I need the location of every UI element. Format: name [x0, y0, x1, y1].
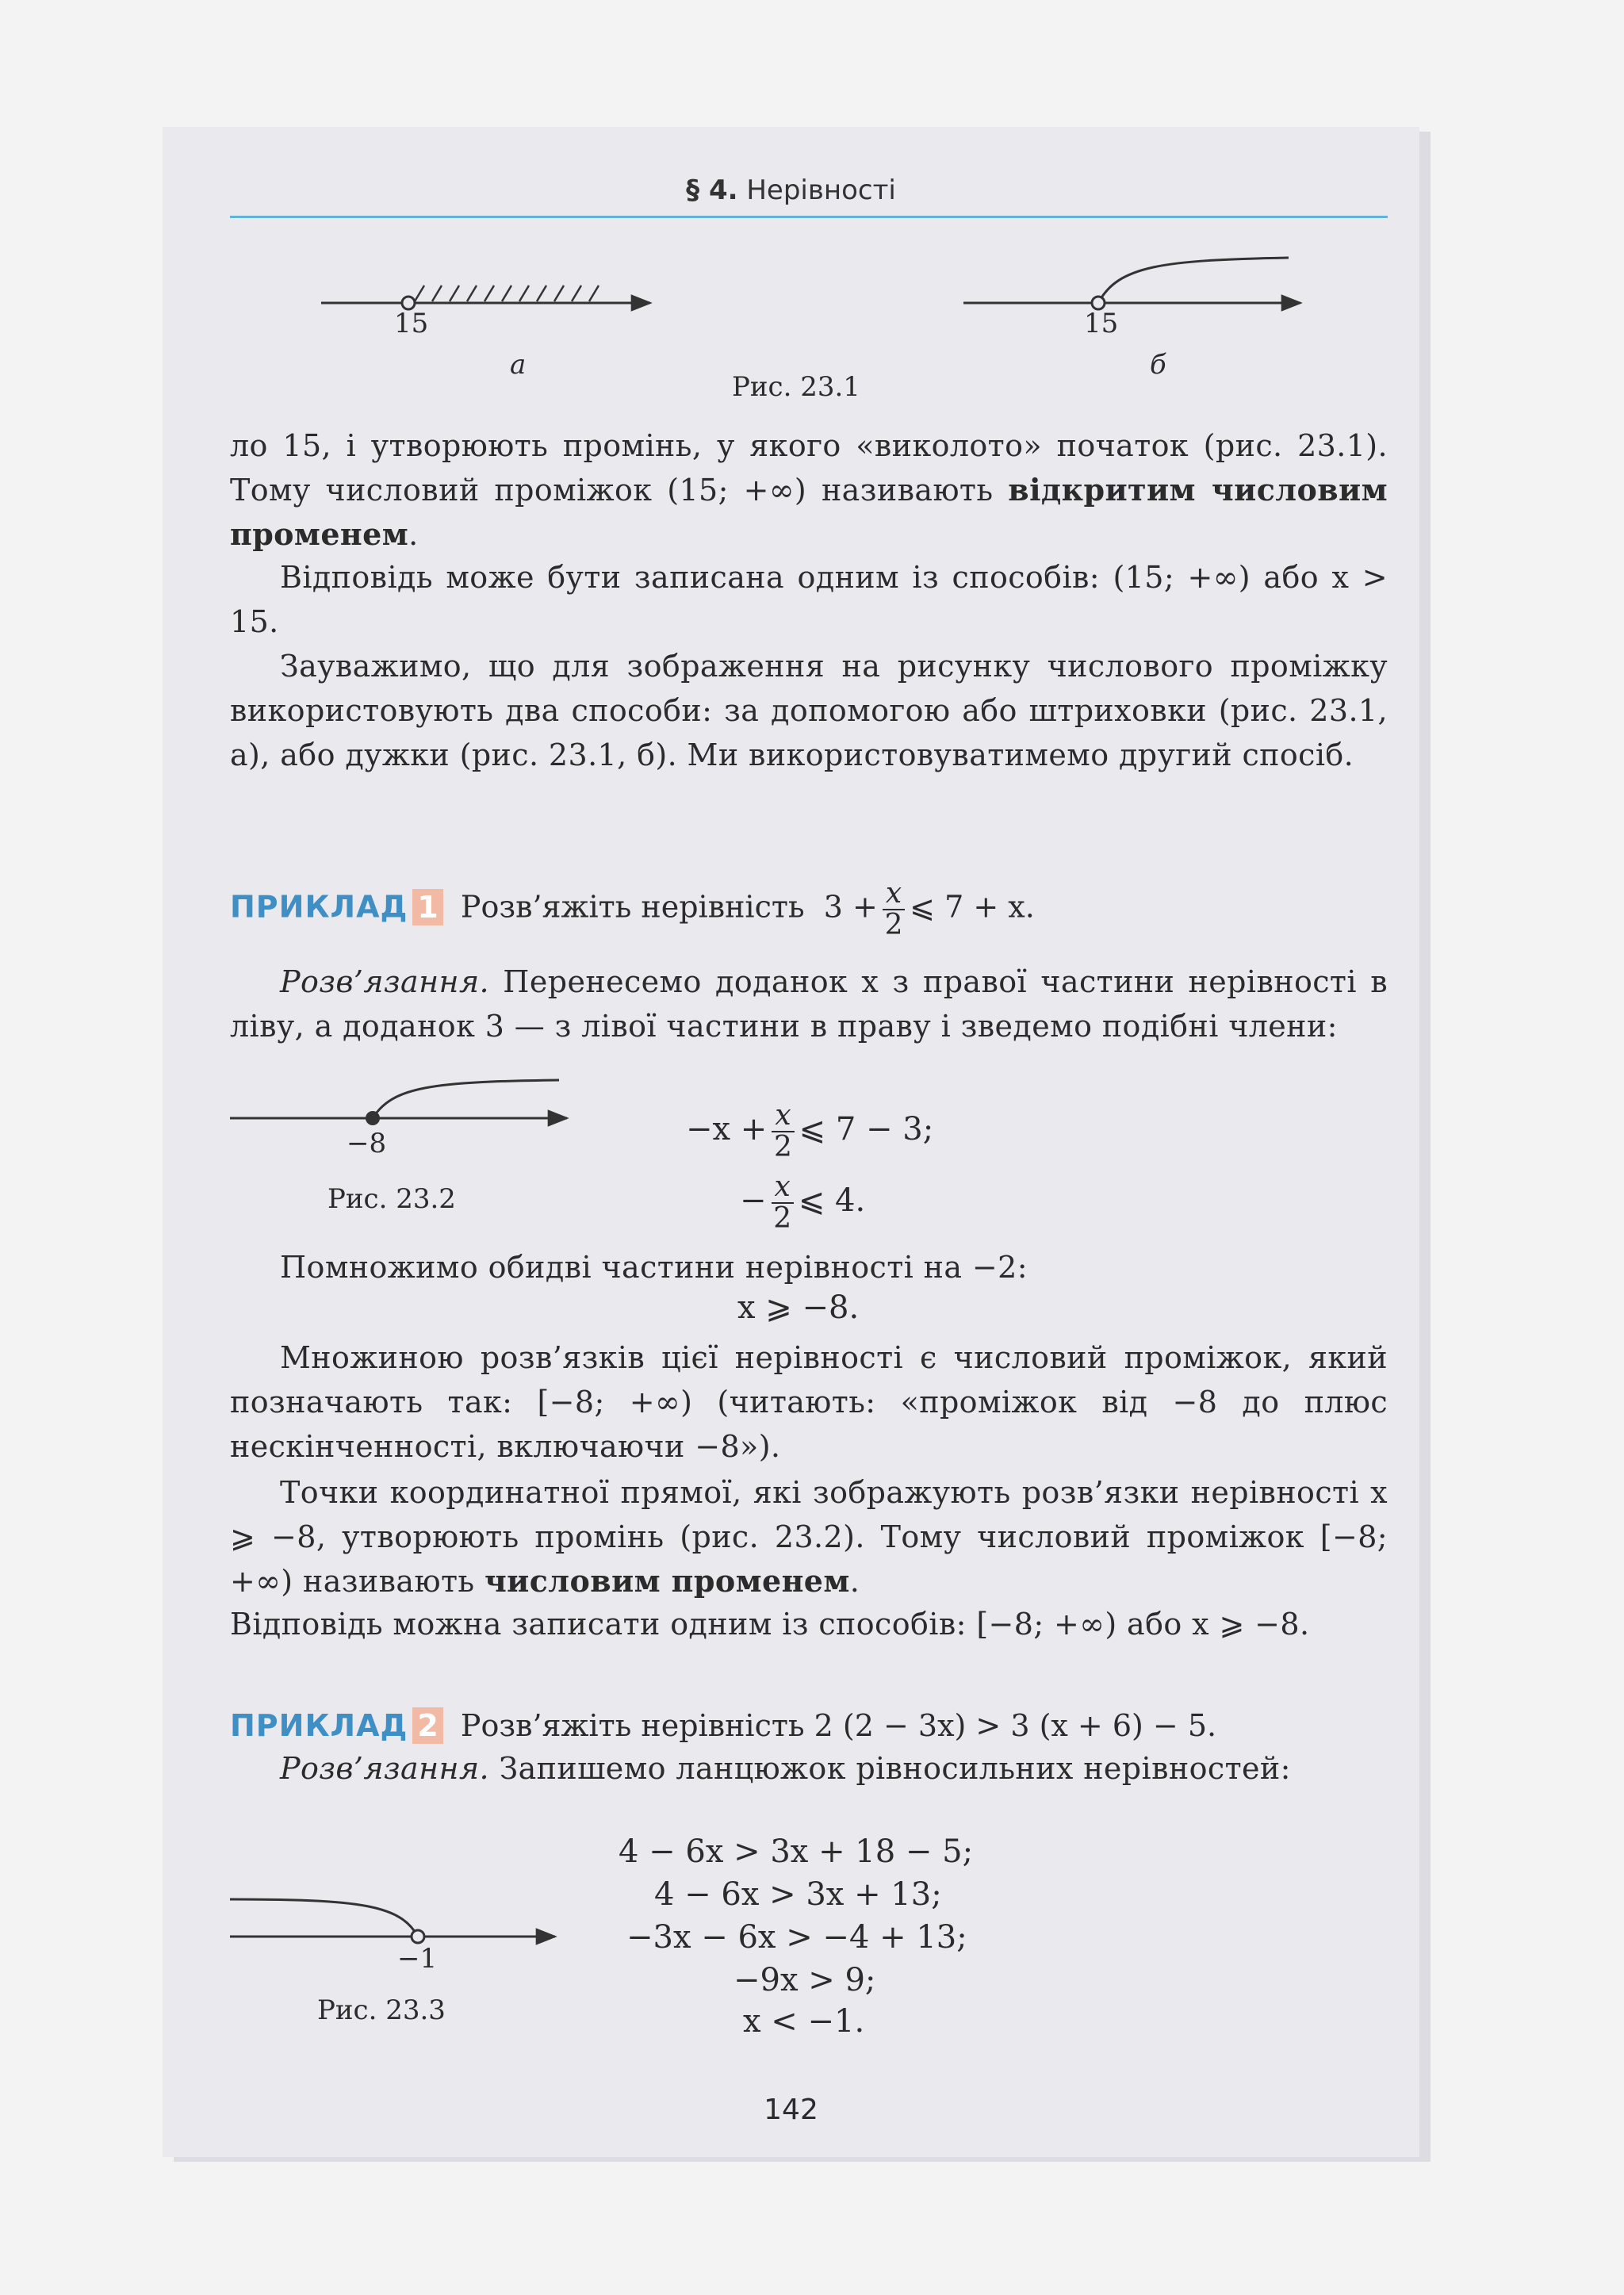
example-1-multiply: Помножимо обидві частини нерівності на −2:	[280, 1250, 1028, 1285]
paragraph-answer-1: Відповідь може бути записана одним із способів: (15; +∞) або x > 15.	[230, 560, 1388, 639]
example-1-result: x ⩾ −8.	[737, 1289, 860, 1326]
example-1-heading: ПРИКЛАД 1 Розв’яжіть нерівність 3 + $\frac{x}{2}$ ⩽ 7 + x.	[230, 877, 1035, 941]
figure-23-1-caption: Рис. 23.1	[732, 371, 860, 403]
page-number: 142	[764, 2094, 818, 2126]
figure-23-1-b-tick: 15	[1084, 308, 1119, 339]
figure-23-1-a	[163, 127, 1419, 365]
example-1-task: Розв’яжіть нерівність	[460, 889, 805, 925]
figure-23-2-caption: Рис. 23.2	[327, 1183, 456, 1215]
figure-23-3-caption: Рис. 23.3	[317, 1994, 446, 2026]
example-2-step-5: x < −1.	[743, 2003, 865, 2040]
example-2-number: 2	[412, 1707, 442, 1744]
textbook-page	[163, 127, 1419, 2157]
figure-23-3	[163, 1879, 559, 1959]
example-2-step-3: −3x − 6x > −4 + 13;	[626, 1919, 967, 1956]
section-number: § 4.	[686, 174, 738, 206]
example-1-answer: Відповідь можна записати одним із способів: [−8; +∞) або x ⩾ −8.	[230, 1607, 1310, 1642]
solution-label: Розв’язання.	[280, 964, 490, 999]
section-title: Нерівності	[746, 174, 896, 206]
example-1-points: Точки координатної прямої, які зображують розв’язки нерівності x ⩾ −8, утворюють промінь (рис. 23.2). Тому числовий проміжок [−8; +∞) називають числовим променем.	[230, 1475, 1388, 1599]
figure-23-2-tick: −8	[347, 1128, 387, 1159]
figure-23-1-a-tick: 15	[394, 308, 429, 339]
example-1-equation-2: − $\frac{x}{2}$ ⩽ 4.	[740, 1170, 866, 1235]
example-1-equation-1: −x + $\frac{x}{2}$ ⩽ 7 − 3;	[686, 1099, 934, 1163]
solution-label: Розв’язання.	[280, 1751, 490, 1786]
example-2-solution: Розв’язання. Запишемо ланцюжок рівносильних нерівностей:	[280, 1751, 1291, 1786]
example-1-fraction: $\frac{x}{2}$	[883, 879, 905, 941]
term-number-ray: числовим променем	[484, 1563, 850, 1599]
example-1-solution: Розв’язання. Перенесемо доданок x з правої частини нерівності в ліву, а доданок 3 — з лівої частини в праву і зведемо подібні члени:	[230, 964, 1388, 1044]
example-1-solution-set: Множиною розв’язків цієї нерівності є числовий проміжок, який позначають так: [−8; +∞) (читають: «проміжок від −8 до плюс нескінченності, включаючи −8»).	[230, 1340, 1388, 1464]
term-open-ray: відкритим числовим променем	[230, 472, 1388, 552]
example-1-number: 1	[412, 889, 442, 925]
paragraph-remark: Зауважимо, що для зображення на рисунку числового проміжку використовують два способи: за допомогою або штриховки (рис. 23.1, а), або дужки (рис. 23.1, б). Ми використовуватимемо другий спосіб.	[230, 649, 1388, 772]
figure-23-3-tick: −1	[397, 1943, 438, 1975]
paragraph-open-ray: ло 15, і утворюють промінь, у якого «виколото» початок (рис. 23.1). Тому числовий проміжок (15; +∞) називають відкритим числовим променем.	[230, 428, 1388, 552]
example-2-heading	[230, 1703, 1216, 1748]
example-2-step-2: 4 − 6x > 3x + 13;	[654, 1876, 942, 1913]
example-2-label: ПРИКЛАД	[230, 1708, 408, 1743]
example-1-label: ПРИКЛАД	[230, 889, 408, 925]
figure-23-1-a-label: а	[510, 349, 527, 381]
example-2-step-1: 4 − 6x > 3x + 18 − 5;	[619, 1833, 974, 1870]
example-2-step-4: −9x > 9;	[733, 1962, 876, 1998]
example-2-task: Розв’яжіть нерівність 2 (2 − 3x) > 3 (x + 6) − 5.	[460, 1708, 1217, 1743]
figure-23-1-b-label: б	[1150, 349, 1166, 381]
